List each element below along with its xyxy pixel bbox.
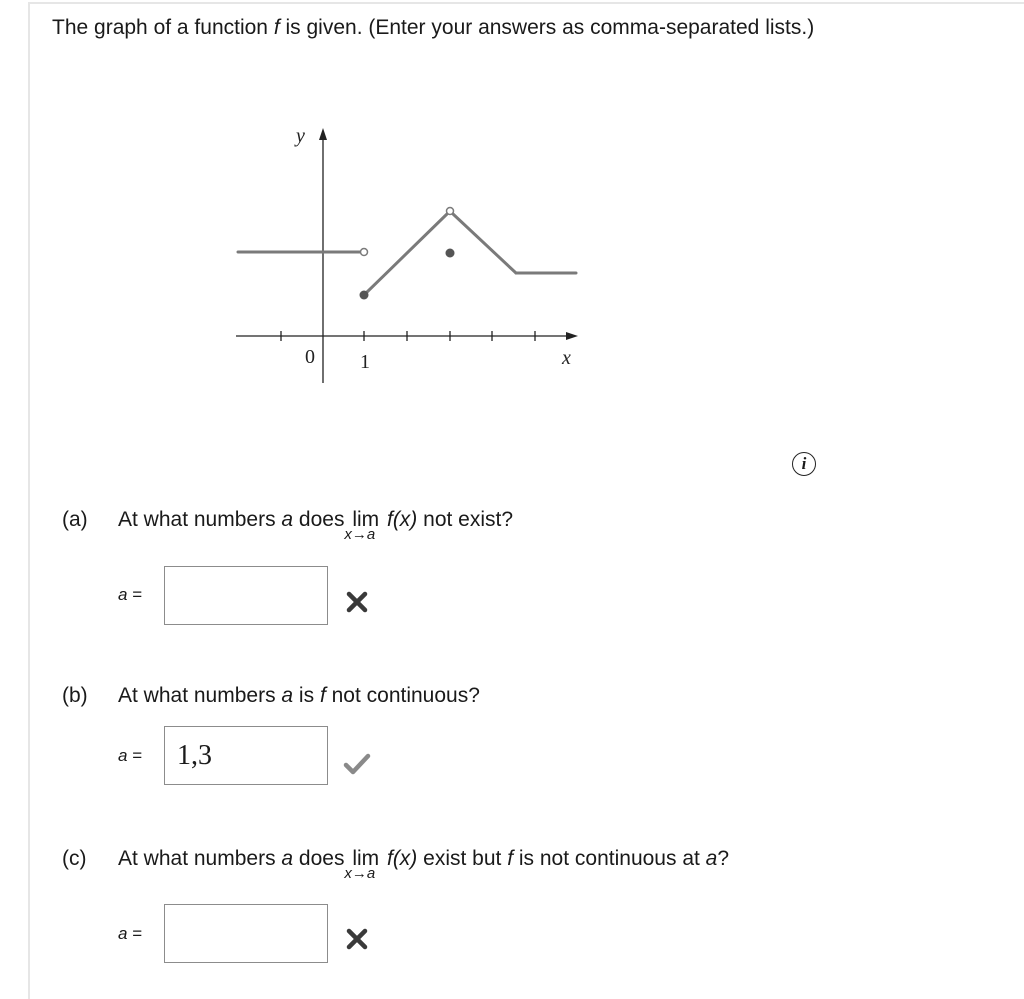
function-graph xyxy=(230,118,590,390)
question-a-fx: f(x) xyxy=(386,508,418,531)
question-c-text-4: is not continuous at xyxy=(513,847,706,870)
answer-c-input[interactable] xyxy=(164,904,328,963)
page-top-border xyxy=(28,2,1024,4)
prompt-text-start: The graph of a function xyxy=(52,16,274,39)
question-a-text-1: At what numbers xyxy=(118,508,282,531)
question-b-text-3: not continuous? xyxy=(325,684,480,707)
segment-rising xyxy=(364,214,447,295)
question-c xyxy=(62,845,730,882)
limit-notation-c xyxy=(344,845,380,882)
answer-a-input[interactable] xyxy=(164,566,328,625)
question-b-var-a: a xyxy=(281,684,294,707)
question-b-var-f: f xyxy=(319,684,326,707)
question-c-fx: f(x) xyxy=(386,847,418,870)
question-c-text-5: ? xyxy=(717,847,730,870)
limit-word: lim xyxy=(352,847,380,870)
answer-a-label-var: a xyxy=(118,585,128,604)
question-b-text-2: is xyxy=(293,684,320,707)
answer-a-label xyxy=(118,585,142,605)
question-c-var-a2: a xyxy=(705,847,718,870)
question-c-text-1: At what numbers xyxy=(118,847,282,870)
limit-subscript: x→a xyxy=(344,865,376,882)
x-axis-label: x xyxy=(562,347,571,369)
answer-b-label-eq: = xyxy=(127,746,143,765)
y-axis-label: y xyxy=(296,125,305,147)
answer-c-label-var: a xyxy=(118,924,128,943)
prompt-text-end: is given. (Enter your answers as comma-separated lists.) xyxy=(279,16,815,39)
tick-label-0: 0 xyxy=(305,346,315,368)
answer-a-label-eq: = xyxy=(127,585,143,604)
answer-b-label-var: a xyxy=(118,746,128,765)
x-axis-arrow xyxy=(566,332,578,340)
question-a-var-a: a xyxy=(281,508,294,531)
question-c-var-f: f xyxy=(507,847,514,870)
question-c-text-3: exist but xyxy=(417,847,508,870)
question-a xyxy=(62,506,514,543)
closed-point-x3 xyxy=(446,249,455,258)
answer-c-label-eq: = xyxy=(127,924,143,943)
question-a-text-3: not exist? xyxy=(417,508,514,531)
limit-subscript: x→a xyxy=(344,526,376,543)
segment-falling xyxy=(453,214,516,273)
question-b xyxy=(62,682,480,710)
question-c-text-2: does xyxy=(293,847,351,870)
problem-prompt xyxy=(52,14,814,42)
tick-label-1: 1 xyxy=(360,351,370,373)
question-b-letter: (b) xyxy=(62,684,88,707)
check-mark-icon xyxy=(343,750,371,778)
x-mark-icon xyxy=(343,925,371,953)
limit-notation-a xyxy=(344,506,380,543)
question-a-letter: (a) xyxy=(62,508,88,531)
question-c-var-a: a xyxy=(281,847,294,870)
closed-point-x1 xyxy=(360,291,369,300)
x-mark-icon xyxy=(343,588,371,616)
page-left-border xyxy=(28,2,30,999)
question-c-letter: (c) xyxy=(62,847,87,870)
question-a-text-2: does xyxy=(293,508,351,531)
prompt-function-var: f xyxy=(273,16,280,39)
answer-b-label xyxy=(118,746,142,766)
limit-word: lim xyxy=(352,508,380,531)
info-icon[interactable]: i xyxy=(792,452,816,476)
question-b-text-1: At what numbers xyxy=(118,684,282,707)
answer-c-label xyxy=(118,924,142,944)
open-point-x1 xyxy=(361,249,368,256)
open-point-x3 xyxy=(447,208,454,215)
answer-b-input[interactable] xyxy=(164,726,328,785)
y-axis-arrow xyxy=(319,128,327,140)
